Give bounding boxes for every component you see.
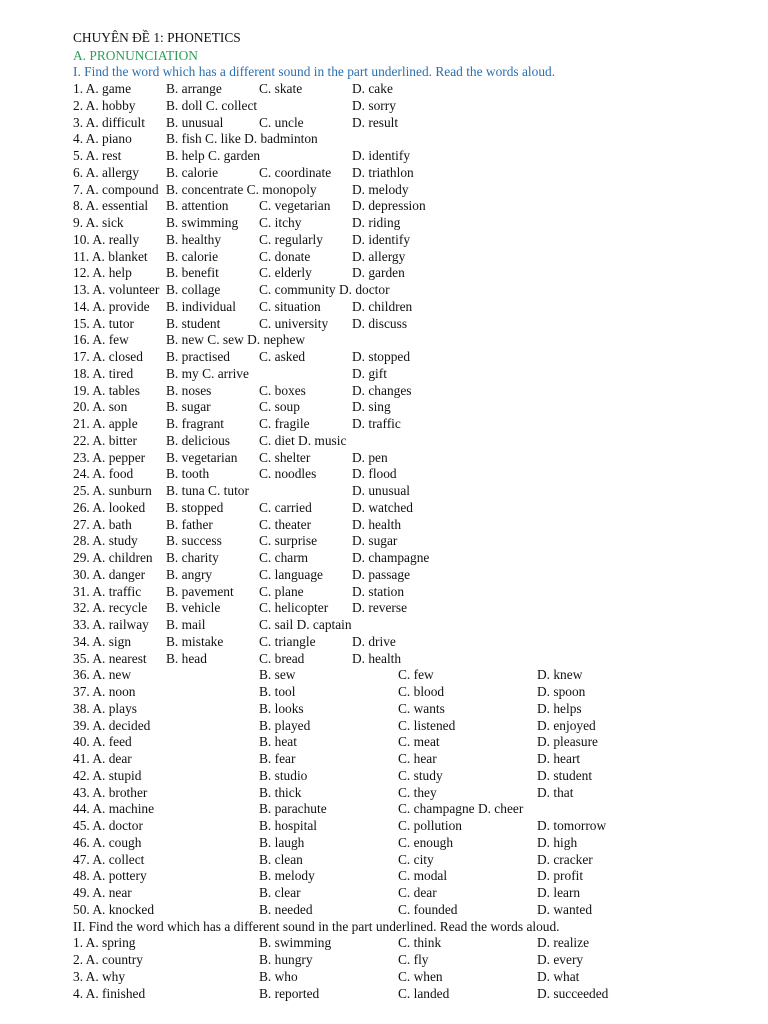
instruction-2: II. Find the word which has a different sound in the part underlined. Read the words aloud. xyxy=(73,918,560,934)
option-c: C. helicopter xyxy=(259,600,329,616)
option-d: D. allergy xyxy=(352,248,406,264)
option-n: 3. A. why xyxy=(73,968,126,984)
option-b: B. student xyxy=(166,315,221,331)
option-b: B. fragrant xyxy=(166,416,225,431)
option-c: C. language xyxy=(259,566,323,582)
option-b: B. success xyxy=(166,533,222,549)
option-n: 32. A. recycle xyxy=(73,600,148,616)
option-c: C. they xyxy=(398,784,437,800)
option-d: D. cake xyxy=(352,81,393,96)
option-b: B. sew xyxy=(259,667,296,683)
option-d: D. garden xyxy=(352,265,405,281)
option-c: C. bread xyxy=(259,650,305,666)
option-n: 15. A. tutor xyxy=(73,315,135,331)
option-c: C. study xyxy=(398,767,443,783)
option-c: C. fly xyxy=(398,952,429,967)
option-n: 5. A. rest xyxy=(73,148,122,163)
option-b: B. angry xyxy=(166,566,213,582)
option-d: D. watched xyxy=(352,499,413,515)
option-n: 25. A. sunburn xyxy=(73,483,152,498)
option-d: D. spoon xyxy=(537,684,586,699)
option-n: 36. A. new xyxy=(73,667,132,683)
option-b: B. hospital xyxy=(259,818,318,833)
option-n: 16. A. few xyxy=(73,332,129,348)
option-b: B. benefit xyxy=(166,265,219,281)
option-d: D. riding xyxy=(352,215,401,230)
option-n: 31. A. traffic xyxy=(73,583,142,599)
option-c: C. few xyxy=(398,667,434,683)
option-n: 45. A. doctor xyxy=(73,818,143,833)
option-d: D. sugar xyxy=(352,533,398,549)
option-b: B. calorie xyxy=(166,164,219,180)
option-d: D. cracker xyxy=(537,851,593,867)
option-d: D. triathlon xyxy=(352,164,414,180)
option-d: D. learn xyxy=(537,885,581,900)
option-d: D. student xyxy=(537,767,593,783)
option-b: B. stopped xyxy=(166,499,224,515)
option-c: C. pollution xyxy=(398,818,462,833)
option-b: B. attention xyxy=(166,198,229,214)
option-b: B. calorie xyxy=(166,248,219,264)
option-c: C. sail D. captain xyxy=(259,617,352,632)
option-c: C. itchy xyxy=(259,215,302,230)
option-n: 39. A. decided xyxy=(73,717,151,733)
option-c: C. wants xyxy=(398,700,445,716)
option-n: 38. A. plays xyxy=(73,700,137,716)
option-n: 37. A. noon xyxy=(73,684,136,699)
option-d: D. helps xyxy=(537,700,582,716)
option-b: B. tool xyxy=(259,684,296,699)
option-b: B. concentrate C. monopoly xyxy=(166,181,317,197)
option-d: D. drive xyxy=(352,633,396,649)
option-b: B. thick xyxy=(259,784,302,800)
option-c: C. boxes xyxy=(259,382,306,398)
option-d: D. high xyxy=(537,834,578,850)
option-b: B. hungry xyxy=(259,952,313,967)
option-b: B. parachute xyxy=(259,801,327,817)
option-c: C. fragile xyxy=(259,416,310,431)
option-b: B. who xyxy=(259,968,298,984)
option-n: 10. A. really xyxy=(73,231,140,247)
option-c: C. skate xyxy=(259,81,303,96)
option-b: B. laugh xyxy=(259,834,305,850)
option-c: C. champagne D. cheer xyxy=(398,801,524,817)
option-b: B. unusual xyxy=(166,114,224,130)
option-n: 34. A. sign xyxy=(73,633,132,649)
option-n: 21. A. apple xyxy=(73,416,138,431)
option-c: C. when xyxy=(398,968,443,984)
option-d: D. pen xyxy=(352,449,388,465)
option-n: 26. A. looked xyxy=(73,499,146,515)
option-c: C. landed xyxy=(398,985,450,1001)
option-d: D. heart xyxy=(537,751,581,766)
option-b: B. father xyxy=(166,516,213,532)
option-c: C. meat xyxy=(398,734,440,750)
option-c: C. vegetarian xyxy=(259,198,331,214)
option-c: C. dear xyxy=(398,885,437,900)
option-b: B. melody xyxy=(259,868,315,884)
option-n: 28. A. study xyxy=(73,533,138,549)
option-c: C. hear xyxy=(398,751,437,766)
option-b: B. sugar xyxy=(166,399,211,415)
option-d: D. champagne xyxy=(352,550,430,565)
option-n: 6. A. allergy xyxy=(73,164,139,180)
option-n: 50. A. knocked xyxy=(73,901,155,917)
option-n: 3. A. difficult xyxy=(73,114,145,130)
option-d: D. result xyxy=(352,114,399,130)
option-b: B. fear xyxy=(259,751,296,766)
option-n: 42. A. stupid xyxy=(73,767,142,783)
option-d: D. gift xyxy=(352,365,387,381)
option-b: B. head xyxy=(166,650,207,666)
option-n: 44. A. machine xyxy=(73,801,155,817)
option-d: D. realize xyxy=(537,935,590,951)
option-b: B. fish C. like D. badminton xyxy=(166,131,318,147)
option-b: B. delicious xyxy=(166,432,230,448)
option-n: 41. A. dear xyxy=(73,751,132,766)
option-n: 2. A. country xyxy=(73,952,143,967)
option-d: D. children xyxy=(352,298,413,314)
option-n: 49. A. near xyxy=(73,885,132,900)
option-n: 11. A. blanket xyxy=(73,248,148,264)
option-c: C. plane xyxy=(259,583,304,599)
section-heading: A. PRONUNCIATION xyxy=(73,48,198,63)
option-c: C. uncle xyxy=(259,114,304,130)
option-n: 23. A. pepper xyxy=(73,449,146,465)
option-n: 30. A. danger xyxy=(73,566,146,582)
option-n: 4. A. piano xyxy=(73,131,132,147)
option-c: C. think xyxy=(398,935,442,951)
option-d: D. every xyxy=(537,952,584,967)
option-d: D. sing xyxy=(352,399,391,415)
option-b: B. tuna C. tutor xyxy=(166,483,249,498)
option-n: 46. A. cough xyxy=(73,834,142,850)
option-c: C. diet D. music xyxy=(259,432,347,448)
option-n: 4. A. finished xyxy=(73,985,146,1001)
option-n: 35. A. nearest xyxy=(73,650,147,666)
option-b: B. new C. sew D. nephew xyxy=(166,332,306,348)
option-n: 18. A. tired xyxy=(73,365,134,381)
option-b: B. swimming xyxy=(259,935,332,951)
option-c: C. enough xyxy=(398,834,454,850)
option-d: D. reverse xyxy=(352,600,408,616)
option-c: C. elderly xyxy=(259,265,312,281)
option-d: D. what xyxy=(537,968,580,984)
option-n: 9. A. sick xyxy=(73,215,124,230)
option-n: 27. A. bath xyxy=(73,516,132,532)
option-n: 43. A. brother xyxy=(73,784,148,800)
option-c: C. surprise xyxy=(259,533,318,549)
option-c: C. noodles xyxy=(259,466,317,482)
option-d: D. unusual xyxy=(352,483,411,498)
option-n: 19. A. tables xyxy=(73,382,140,398)
option-b: B. my C. arrive xyxy=(166,365,249,381)
option-b: B. heat xyxy=(259,734,297,750)
option-b: B. individual xyxy=(166,298,236,314)
option-n: 17. A. closed xyxy=(73,349,143,364)
option-c: C. regularly xyxy=(259,231,323,247)
option-b: B. swimming xyxy=(166,215,239,230)
option-b: B. collage xyxy=(166,282,221,297)
option-n: 47. A. collect xyxy=(73,851,145,867)
option-c: C. soup xyxy=(259,399,300,415)
option-d: D. depression xyxy=(352,198,426,214)
option-b: B. healthy xyxy=(166,231,222,247)
instruction-1: I. Find the word which has a different sound in the part underlined. Read the words aloud. xyxy=(73,64,556,79)
option-d: D. succeeded xyxy=(537,985,609,1001)
option-n: 48. A. pottery xyxy=(73,868,147,884)
option-b: B. played xyxy=(259,717,311,733)
option-d: D. changes xyxy=(352,382,412,398)
option-d: D. tomorrow xyxy=(537,818,607,833)
option-n: 7. A. compound xyxy=(73,181,159,197)
option-b: B. mail xyxy=(166,617,206,632)
option-b: B. help C. garden xyxy=(166,148,261,163)
option-b: B. clean xyxy=(259,851,303,867)
option-n: 40. A. feed xyxy=(73,734,132,750)
option-c: C. triangle xyxy=(259,633,316,649)
option-d: D. station xyxy=(352,583,405,599)
option-d: D. health xyxy=(352,650,402,666)
option-d: D. health xyxy=(352,516,402,532)
option-b: B. tooth xyxy=(166,466,210,482)
option-d: D. pleasure xyxy=(537,734,598,750)
option-b: B. doll C. collect xyxy=(166,97,258,113)
option-c: C. theater xyxy=(259,516,312,532)
option-c: C. community D. doctor xyxy=(259,282,390,297)
option-n: 1. A. game xyxy=(73,81,132,96)
option-n: 13. A. volunteer xyxy=(73,282,160,297)
option-b: B. mistake xyxy=(166,633,224,649)
option-b: B. arrange xyxy=(166,81,222,96)
option-c: C. founded xyxy=(398,901,458,917)
option-d: D. stopped xyxy=(352,349,411,364)
option-n: 14. A. provide xyxy=(73,298,150,314)
option-b: B. clear xyxy=(259,885,301,900)
option-b: B. looks xyxy=(259,700,304,716)
option-d: D. that xyxy=(537,784,574,800)
option-c: C. listened xyxy=(398,717,456,733)
option-b: B. vegetarian xyxy=(166,449,238,465)
option-b: B. reported xyxy=(259,985,320,1001)
option-c: C. donate xyxy=(259,248,311,264)
option-d: D. knew xyxy=(537,667,583,683)
option-d: D. passage xyxy=(352,566,411,582)
option-b: B. needed xyxy=(259,901,313,917)
option-c: C. modal xyxy=(398,868,448,884)
option-c: C. carried xyxy=(259,499,312,515)
option-d: D. identify xyxy=(352,231,411,247)
option-d: D. discuss xyxy=(352,315,408,331)
option-d: D. melody xyxy=(352,181,409,197)
option-d: D. sorry xyxy=(352,97,396,113)
option-n: 22. A. bitter xyxy=(73,432,137,448)
option-b: B. studio xyxy=(259,767,308,783)
option-n: 24. A. food xyxy=(73,466,134,482)
option-c: C. asked xyxy=(259,349,306,364)
option-d: D. profit xyxy=(537,868,584,884)
option-n: 20. A. son xyxy=(73,399,128,415)
option-n: 29. A. children xyxy=(73,550,153,565)
option-n: 8. A. essential xyxy=(73,198,149,214)
option-c: C. university xyxy=(259,315,329,331)
option-d: D. identify xyxy=(352,148,411,163)
option-b: B. pavement xyxy=(166,583,234,599)
option-b: B. vehicle xyxy=(166,600,221,616)
option-n: 2. A. hobby xyxy=(73,97,136,113)
option-d: D. wanted xyxy=(537,901,593,917)
option-c: C. charm xyxy=(259,550,309,565)
option-c: C. shelter xyxy=(259,449,311,465)
page-title: CHUYÊN ĐỀ 1: PHONETICS xyxy=(73,30,241,45)
option-n: 1. A. spring xyxy=(73,935,136,951)
option-n: 33. A. railway xyxy=(73,617,149,632)
option-d: D. traffic xyxy=(352,416,401,431)
option-c: C. city xyxy=(398,851,434,867)
option-n: 12. A. help xyxy=(73,265,132,281)
option-d: D. enjoyed xyxy=(537,717,596,733)
option-c: C. blood xyxy=(398,684,445,699)
option-d: D. flood xyxy=(352,466,397,482)
option-b: B. noses xyxy=(166,382,212,398)
option-b: B. practised xyxy=(166,349,230,364)
option-c: C. coordinate xyxy=(259,164,332,180)
option-b: B. charity xyxy=(166,550,219,565)
option-c: C. situation xyxy=(259,298,321,314)
